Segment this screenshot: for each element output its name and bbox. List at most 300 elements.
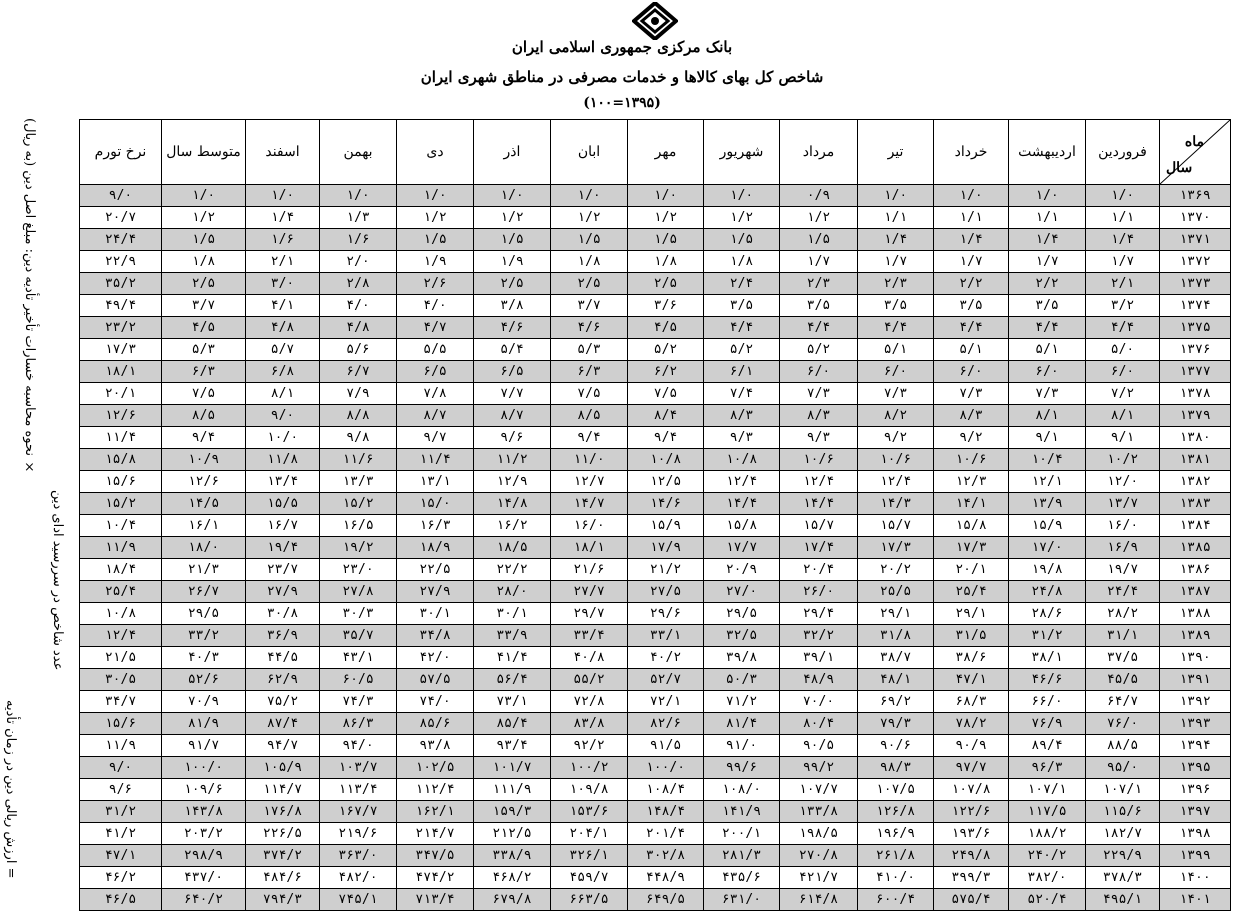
value-cell: ۱۰/۴ bbox=[1009, 449, 1086, 471]
value-cell: ۱۹۸/۵ bbox=[780, 823, 858, 845]
value-cell: ۸۶/۳ bbox=[320, 713, 397, 735]
value-cell: ۳۱/۵ bbox=[934, 625, 1009, 647]
corner-month-label: ماه bbox=[1184, 134, 1204, 150]
value-cell: ۱۱/۹ bbox=[80, 537, 162, 559]
value-cell: ۱/۹ bbox=[474, 251, 551, 273]
value-cell: ۱/۸ bbox=[162, 251, 246, 273]
value-cell: ۶۰/۵ bbox=[320, 669, 397, 691]
value-cell: ۲۹/۱ bbox=[934, 603, 1009, 625]
value-cell: ۹۸/۳ bbox=[858, 757, 934, 779]
year-cell: ۱۳۸۱ bbox=[1160, 449, 1231, 471]
value-cell: ۱۵/۷ bbox=[780, 515, 858, 537]
value-cell: ۱۷/۴ bbox=[780, 537, 858, 559]
value-cell: ۳۸۲/۰ bbox=[1009, 867, 1086, 889]
value-cell: ۱۰/۶ bbox=[934, 449, 1009, 471]
value-cell: ۱۲۶/۸ bbox=[858, 801, 934, 823]
value-cell: ۴۳/۱ bbox=[320, 647, 397, 669]
year-cell: ۱۳۹۶ bbox=[1160, 779, 1231, 801]
value-cell: ۱۸/۱ bbox=[551, 537, 628, 559]
value-cell: ۲۴/۴ bbox=[80, 229, 162, 251]
table-row bbox=[80, 757, 1231, 779]
value-cell: ۴۰/۸ bbox=[551, 647, 628, 669]
value-cell: ۳/۶ bbox=[628, 295, 704, 317]
value-cell: ۱۱۳/۴ bbox=[320, 779, 397, 801]
value-cell: ۶۹/۲ bbox=[858, 691, 934, 713]
value-cell: ۱۰۰/۰ bbox=[162, 757, 246, 779]
value-cell: ۳۴/۸ bbox=[397, 625, 474, 647]
value-cell: ۲۳/۰ bbox=[320, 559, 397, 581]
value-cell: ۱۶۷/۷ bbox=[320, 801, 397, 823]
value-cell: ۸۵/۴ bbox=[474, 713, 551, 735]
value-cell: ۳۹/۱ bbox=[780, 647, 858, 669]
value-cell: ۱۶/۱ bbox=[162, 515, 246, 537]
value-cell: ۱۰/۸ bbox=[628, 449, 704, 471]
value-cell: ۱۴/۴ bbox=[780, 493, 858, 515]
value-cell: ۴۷/۱ bbox=[80, 845, 162, 867]
year-cell: ۱۳۷۱ bbox=[1160, 229, 1231, 251]
value-cell: ۲۹/۴ bbox=[780, 603, 858, 625]
value-cell: ۲۸/۲ bbox=[1086, 603, 1160, 625]
value-cell: ۵۶/۴ bbox=[474, 669, 551, 691]
value-cell: ۴/۴ bbox=[780, 317, 858, 339]
value-cell: ۶۴/۷ bbox=[1086, 691, 1160, 713]
value-cell: ۱۴/۳ bbox=[858, 493, 934, 515]
value-cell: ۷/۹ bbox=[320, 383, 397, 405]
value-cell: ۷۲/۸ bbox=[551, 691, 628, 713]
value-cell: ۱/۴ bbox=[858, 229, 934, 251]
value-cell: ۵/۱ bbox=[934, 339, 1009, 361]
value-cell: ۳/۷ bbox=[551, 295, 628, 317]
table-row bbox=[80, 295, 1231, 317]
value-cell: ۲۱/۳ bbox=[162, 559, 246, 581]
value-cell: ۱/۸ bbox=[704, 251, 780, 273]
value-cell: ۵/۲ bbox=[704, 339, 780, 361]
value-cell: ۴/۴ bbox=[1009, 317, 1086, 339]
value-cell: ۸۷/۴ bbox=[246, 713, 320, 735]
value-cell: ۷۶/۰ bbox=[1086, 713, 1160, 735]
value-cell: ۱/۴ bbox=[1009, 229, 1086, 251]
value-cell: ۲۸/۶ bbox=[1009, 603, 1086, 625]
value-cell: ۳۶/۹ bbox=[246, 625, 320, 647]
value-cell: ۱۸/۵ bbox=[474, 537, 551, 559]
value-cell: ۴۴۸/۹ bbox=[628, 867, 704, 889]
value-cell: ۹۶/۳ bbox=[1009, 757, 1086, 779]
value-cell: ۶/۵ bbox=[397, 361, 474, 383]
value-cell: ۲۶/۷ bbox=[162, 581, 246, 603]
value-cell: ۴۸۲/۰ bbox=[320, 867, 397, 889]
value-cell: ۷۱۳/۴ bbox=[397, 889, 474, 911]
value-cell: ۲۷/۷ bbox=[551, 581, 628, 603]
value-cell: ۲۷۰/۸ bbox=[780, 845, 858, 867]
corner-year-label: سال bbox=[1166, 160, 1193, 176]
value-cell: ۱/۰ bbox=[162, 185, 246, 207]
value-cell: ۵/۷ bbox=[246, 339, 320, 361]
value-cell: ۴/۴ bbox=[1086, 317, 1160, 339]
value-cell: ۱۰۷/۸ bbox=[934, 779, 1009, 801]
table-row bbox=[80, 383, 1231, 405]
value-cell: ۲۷/۰ bbox=[704, 581, 780, 603]
value-cell: ۲۴/۴ bbox=[1086, 581, 1160, 603]
value-cell: ۱۱۴/۷ bbox=[246, 779, 320, 801]
value-cell: ۱۰/۸ bbox=[80, 603, 162, 625]
value-cell: ۲۰۱/۴ bbox=[628, 823, 704, 845]
value-cell: ۱/۵ bbox=[704, 229, 780, 251]
year-cell: ۱۳۸۵ bbox=[1160, 537, 1231, 559]
value-cell: ۲/۵ bbox=[628, 273, 704, 295]
value-cell: ۱۰/۹ bbox=[162, 449, 246, 471]
value-cell: ۹۱/۷ bbox=[162, 735, 246, 757]
value-cell: ۱۴۸/۴ bbox=[628, 801, 704, 823]
value-cell: ۸/۵ bbox=[162, 405, 246, 427]
value-cell: ۱۲/۹ bbox=[474, 471, 551, 493]
value-cell: ۱۹۶/۹ bbox=[858, 823, 934, 845]
value-cell: ۳/۲ bbox=[1086, 295, 1160, 317]
value-cell: ۷/۳ bbox=[780, 383, 858, 405]
value-cell: ۷/۳ bbox=[858, 383, 934, 405]
value-cell: ۶/۰ bbox=[1086, 361, 1160, 383]
value-cell: ۱/۲ bbox=[780, 207, 858, 229]
value-cell: ۳۷۴/۲ bbox=[246, 845, 320, 867]
value-cell: ۹۹/۶ bbox=[704, 757, 780, 779]
value-cell: ۷۵/۲ bbox=[246, 691, 320, 713]
value-cell: ۷/۵ bbox=[551, 383, 628, 405]
value-cell: ۶/۳ bbox=[162, 361, 246, 383]
value-cell: ۱۵/۸ bbox=[80, 449, 162, 471]
value-cell: ۱۵/۸ bbox=[704, 515, 780, 537]
value-cell: ۲۲/۵ bbox=[397, 559, 474, 581]
value-cell: ۴/۰ bbox=[320, 295, 397, 317]
table-row bbox=[80, 317, 1231, 339]
value-cell: ۴۹/۴ bbox=[80, 295, 162, 317]
value-cell: ۱/۵ bbox=[780, 229, 858, 251]
calc-method-note: نحوه محاسبه خسارات تأخیر تأدیه دین: مبلغ اصل دین (به ریال) × bbox=[22, 118, 37, 476]
value-cell: ۳۵/۲ bbox=[80, 273, 162, 295]
value-cell: ۱۱۵/۶ bbox=[1086, 801, 1160, 823]
value-cell: ۲/۱ bbox=[1086, 273, 1160, 295]
value-cell: ۱۲/۴ bbox=[858, 471, 934, 493]
year-cell: ۱۴۰۱ bbox=[1160, 889, 1231, 911]
value-cell: ۶/۰ bbox=[858, 361, 934, 383]
value-cell: ۷۴/۰ bbox=[397, 691, 474, 713]
value-cell: ۹۹/۲ bbox=[780, 757, 858, 779]
value-cell: ۸۸/۵ bbox=[1086, 735, 1160, 757]
value-cell: ۷/۴ bbox=[704, 383, 780, 405]
value-cell: ۳۰/۸ bbox=[246, 603, 320, 625]
value-cell: ۲۶۱/۸ bbox=[858, 845, 934, 867]
value-cell: ۳۸/۶ bbox=[934, 647, 1009, 669]
value-cell: ۱/۱ bbox=[934, 207, 1009, 229]
value-cell: ۳۰/۱ bbox=[474, 603, 551, 625]
value-cell: ۷/۲ bbox=[1086, 383, 1160, 405]
value-cell: ۷۹/۳ bbox=[858, 713, 934, 735]
table-row bbox=[80, 779, 1231, 801]
value-cell: ۲۱/۵ bbox=[80, 647, 162, 669]
value-cell: ۴۵۹/۷ bbox=[551, 867, 628, 889]
year-cell: ۱۳۸۷ bbox=[1160, 581, 1231, 603]
value-cell: ۶۴۰/۲ bbox=[162, 889, 246, 911]
column-header: شهریور bbox=[704, 120, 780, 185]
value-cell: ۹۷/۷ bbox=[934, 757, 1009, 779]
value-cell: ۱۵/۷ bbox=[858, 515, 934, 537]
value-cell: ۱۰۵/۹ bbox=[246, 757, 320, 779]
value-cell: ۳/۵ bbox=[934, 295, 1009, 317]
value-cell: ۱۵/۵ bbox=[246, 493, 320, 515]
value-cell: ۱/۲ bbox=[162, 207, 246, 229]
year-cell: ۱۳۷۴ bbox=[1160, 295, 1231, 317]
value-cell: ۳۹/۸ bbox=[704, 647, 780, 669]
value-cell: ۵/۴ bbox=[474, 339, 551, 361]
value-cell: ۴/۶ bbox=[474, 317, 551, 339]
value-cell: ۴۱۰/۰ bbox=[858, 867, 934, 889]
value-cell: ۲/۲ bbox=[934, 273, 1009, 295]
value-cell: ۱۵/۹ bbox=[1009, 515, 1086, 537]
value-cell: ۴۸۴/۶ bbox=[246, 867, 320, 889]
value-cell: ۸/۱ bbox=[246, 383, 320, 405]
value-cell: ۵/۶ bbox=[320, 339, 397, 361]
value-cell: ۵/۰ bbox=[1086, 339, 1160, 361]
value-cell: ۹۰/۵ bbox=[780, 735, 858, 757]
value-cell: ۹/۰ bbox=[246, 405, 320, 427]
value-cell: ۵۰/۳ bbox=[704, 669, 780, 691]
value-cell: ۲۶/۰ bbox=[780, 581, 858, 603]
column-header: مهر bbox=[628, 120, 704, 185]
value-cell: ۹۳/۴ bbox=[474, 735, 551, 757]
year-cell: ۱۳۹۵ bbox=[1160, 757, 1231, 779]
value-cell: ۱۲۲/۶ bbox=[934, 801, 1009, 823]
value-cell: ۶/۰ bbox=[1009, 361, 1086, 383]
value-cell: ۱۵۳/۶ bbox=[551, 801, 628, 823]
value-cell: ۱۱۷/۵ bbox=[1009, 801, 1086, 823]
value-cell: ۲۸/۰ bbox=[474, 581, 551, 603]
value-cell: ۹۲/۲ bbox=[551, 735, 628, 757]
value-cell: ۲۷/۹ bbox=[397, 581, 474, 603]
value-cell: ۱/۸ bbox=[551, 251, 628, 273]
value-cell: ۲۰۳/۲ bbox=[162, 823, 246, 845]
corner-header bbox=[1160, 120, 1231, 185]
value-cell: ۸۲/۶ bbox=[628, 713, 704, 735]
value-cell: ۱/۹ bbox=[397, 251, 474, 273]
table-row bbox=[80, 713, 1231, 735]
value-cell: ۳۷/۵ bbox=[1086, 647, 1160, 669]
year-cell: ۱۳۸۰ bbox=[1160, 427, 1231, 449]
value-cell: ۵/۲ bbox=[628, 339, 704, 361]
value-cell: ۵/۲ bbox=[780, 339, 858, 361]
value-cell: ۹۴/۰ bbox=[320, 735, 397, 757]
value-cell: ۸/۱ bbox=[1009, 405, 1086, 427]
value-cell: ۵۷/۵ bbox=[397, 669, 474, 691]
value-cell: ۲۴۰/۲ bbox=[1009, 845, 1086, 867]
value-cell: ۰/۹ bbox=[780, 185, 858, 207]
value-cell: ۸/۸ bbox=[320, 405, 397, 427]
value-cell: ۲/۵ bbox=[551, 273, 628, 295]
value-cell: ۱۵/۲ bbox=[320, 493, 397, 515]
value-cell: ۶۴۹/۵ bbox=[628, 889, 704, 911]
value-cell: ۷/۵ bbox=[162, 383, 246, 405]
value-cell: ۳۱/۸ bbox=[858, 625, 934, 647]
value-cell: ۴۶۸/۲ bbox=[474, 867, 551, 889]
value-cell: ۶۱۴/۸ bbox=[780, 889, 858, 911]
value-cell: ۲۱/۲ bbox=[628, 559, 704, 581]
value-cell: ۱۳/۹ bbox=[1009, 493, 1086, 515]
table-row bbox=[80, 207, 1231, 229]
value-cell: ۸/۳ bbox=[704, 405, 780, 427]
value-cell: ۱/۱ bbox=[1086, 207, 1160, 229]
value-cell: ۸/۳ bbox=[780, 405, 858, 427]
value-cell: ۵/۳ bbox=[551, 339, 628, 361]
value-cell: ۱۲/۶ bbox=[162, 471, 246, 493]
value-cell: ۳۳/۲ bbox=[162, 625, 246, 647]
value-cell: ۴۱/۴ bbox=[474, 647, 551, 669]
value-cell: ۱۸/۰ bbox=[162, 537, 246, 559]
value-cell: ۴۷/۱ bbox=[934, 669, 1009, 691]
value-cell: ۹۴/۷ bbox=[246, 735, 320, 757]
value-cell: ۱۰/۴ bbox=[80, 515, 162, 537]
value-cell: ۳۰/۵ bbox=[80, 669, 162, 691]
value-cell: ۱۰/۸ bbox=[704, 449, 780, 471]
year-cell: ۱۳۸۲ bbox=[1160, 471, 1231, 493]
value-cell: ۱/۲ bbox=[551, 207, 628, 229]
year-cell: ۱۳۷۷ bbox=[1160, 361, 1231, 383]
table-row bbox=[80, 801, 1231, 823]
year-cell: ۱۳۷۸ bbox=[1160, 383, 1231, 405]
value-cell: ۲۷/۸ bbox=[320, 581, 397, 603]
value-cell: ۱/۵ bbox=[551, 229, 628, 251]
value-cell: ۷/۸ bbox=[397, 383, 474, 405]
value-cell: ۹/۸ bbox=[320, 427, 397, 449]
value-cell: ۱/۰ bbox=[934, 185, 1009, 207]
table-row bbox=[80, 603, 1231, 625]
value-cell: ۱۷/۳ bbox=[858, 537, 934, 559]
value-cell: ۶۶/۰ bbox=[1009, 691, 1086, 713]
value-cell: ۷۶/۹ bbox=[1009, 713, 1086, 735]
value-cell: ۱۲/۶ bbox=[80, 405, 162, 427]
value-cell: ۱۰۷/۱ bbox=[1009, 779, 1086, 801]
value-cell: ۱۰/۰ bbox=[246, 427, 320, 449]
value-cell: ۶۸/۳ bbox=[934, 691, 1009, 713]
table-row bbox=[80, 559, 1231, 581]
table-row bbox=[80, 361, 1231, 383]
value-cell: ۶/۳ bbox=[551, 361, 628, 383]
value-cell: ۷۲/۱ bbox=[628, 691, 704, 713]
value-cell: ۲/۶ bbox=[397, 273, 474, 295]
value-cell: ۷/۳ bbox=[1009, 383, 1086, 405]
value-cell: ۲/۴ bbox=[704, 273, 780, 295]
column-header: تیر bbox=[858, 120, 934, 185]
year-cell: ۱۳۹۷ bbox=[1160, 801, 1231, 823]
value-cell: ۹/۶ bbox=[474, 427, 551, 449]
value-cell: ۱۵/۰ bbox=[397, 493, 474, 515]
cpi-table bbox=[79, 119, 1231, 911]
value-cell: ۱۲/۴ bbox=[780, 471, 858, 493]
value-cell: ۱/۰ bbox=[858, 185, 934, 207]
value-cell: ۷۴/۳ bbox=[320, 691, 397, 713]
value-cell: ۱/۰ bbox=[1009, 185, 1086, 207]
value-cell: ۲۲/۲ bbox=[474, 559, 551, 581]
value-cell: ۳۶۳/۰ bbox=[320, 845, 397, 867]
year-cell: ۱۳۹۴ bbox=[1160, 735, 1231, 757]
table-header-row bbox=[80, 120, 1231, 185]
value-cell: ۶۶۳/۵ bbox=[551, 889, 628, 911]
value-cell: ۸/۱ bbox=[1086, 405, 1160, 427]
value-cell: ۱۲/۴ bbox=[80, 625, 162, 647]
value-cell: ۹/۱ bbox=[1009, 427, 1086, 449]
value-cell: ۵/۵ bbox=[397, 339, 474, 361]
value-cell: ۴۶/۲ bbox=[80, 867, 162, 889]
value-cell: ۵۵/۲ bbox=[551, 669, 628, 691]
value-cell: ۳۹۹/۳ bbox=[934, 867, 1009, 889]
value-cell: ۱۴۱/۹ bbox=[704, 801, 780, 823]
year-cell: ۱۳۷۳ bbox=[1160, 273, 1231, 295]
value-cell: ۱/۲ bbox=[474, 207, 551, 229]
value-cell: ۱۵/۶ bbox=[80, 713, 162, 735]
year-cell: ۱۳۸۳ bbox=[1160, 493, 1231, 515]
value-cell: ۴۷۴/۲ bbox=[397, 867, 474, 889]
year-cell: ۱۳۷۰ bbox=[1160, 207, 1231, 229]
value-cell: ۱۱/۴ bbox=[80, 427, 162, 449]
value-cell: ۱۶/۳ bbox=[397, 515, 474, 537]
column-header: نرخ تورم bbox=[80, 120, 162, 185]
value-cell: ۱/۵ bbox=[397, 229, 474, 251]
value-cell: ۵/۱ bbox=[1009, 339, 1086, 361]
value-cell: ۱۴/۷ bbox=[551, 493, 628, 515]
value-cell: ۸/۲ bbox=[858, 405, 934, 427]
table-row bbox=[80, 889, 1231, 911]
value-cell: ۴۶/۵ bbox=[80, 889, 162, 911]
value-cell: ۱/۵ bbox=[474, 229, 551, 251]
table-row bbox=[80, 669, 1231, 691]
value-cell: ۸۵/۶ bbox=[397, 713, 474, 735]
value-cell: ۲۰/۷ bbox=[80, 207, 162, 229]
year-cell: ۱۳۶۹ bbox=[1160, 185, 1231, 207]
value-cell: ۴/۷ bbox=[397, 317, 474, 339]
table-row bbox=[80, 823, 1231, 845]
value-cell: ۲۰/۹ bbox=[704, 559, 780, 581]
value-cell: ۴/۶ bbox=[551, 317, 628, 339]
value-cell: ۴۳۷/۰ bbox=[162, 867, 246, 889]
value-cell: ۵/۳ bbox=[162, 339, 246, 361]
value-cell: ۱۷/۳ bbox=[934, 537, 1009, 559]
value-cell: ۱۰۸/۰ bbox=[704, 779, 780, 801]
value-cell: ۱۳۳/۸ bbox=[780, 801, 858, 823]
value-cell: ۱۴/۱ bbox=[934, 493, 1009, 515]
value-cell: ۳/۵ bbox=[704, 295, 780, 317]
value-cell: ۲/۳ bbox=[780, 273, 858, 295]
value-cell: ۲۴۹/۸ bbox=[934, 845, 1009, 867]
value-cell: ۱/۷ bbox=[858, 251, 934, 273]
value-cell: ۱۰۰/۰ bbox=[628, 757, 704, 779]
value-cell: ۷۰/۹ bbox=[162, 691, 246, 713]
value-cell: ۷۴۵/۱ bbox=[320, 889, 397, 911]
value-cell: ۷۰/۰ bbox=[780, 691, 858, 713]
value-cell: ۱۳/۴ bbox=[246, 471, 320, 493]
value-cell: ۹/۰ bbox=[80, 757, 162, 779]
value-cell: ۲۵/۵ bbox=[858, 581, 934, 603]
table-row bbox=[80, 735, 1231, 757]
central-bank-logo bbox=[632, 2, 678, 40]
table-row bbox=[80, 493, 1231, 515]
value-cell: ۲/۲ bbox=[1009, 273, 1086, 295]
value-cell: ۱/۷ bbox=[1086, 251, 1160, 273]
value-cell: ۸/۷ bbox=[474, 405, 551, 427]
table-row bbox=[80, 691, 1231, 713]
value-cell: ۸/۷ bbox=[397, 405, 474, 427]
value-cell: ۲/۱ bbox=[246, 251, 320, 273]
value-cell: ۶/۱ bbox=[704, 361, 780, 383]
value-cell: ۲/۰ bbox=[320, 251, 397, 273]
value-cell: ۱/۰ bbox=[628, 185, 704, 207]
value-cell: ۴/۸ bbox=[320, 317, 397, 339]
value-cell: ۱/۷ bbox=[780, 251, 858, 273]
